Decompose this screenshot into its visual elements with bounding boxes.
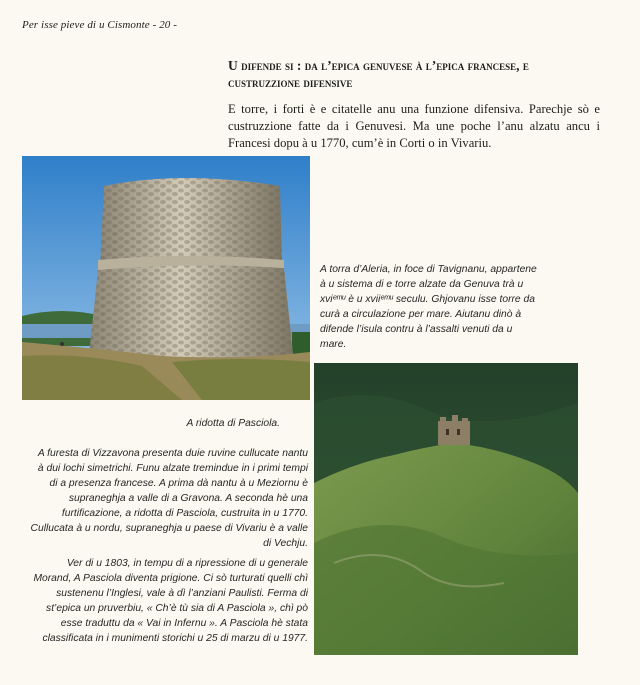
fort-photo (314, 363, 578, 655)
tower-caption: A torra d’Aleria, in foce di Tavignanu, appartene à u sistema di e torre alzate da Genuva trà u xviᵉᵐᵘ è u xviiᵉᵐᵘ seculu. Ghjovanu isse torre da curà a circulazione per mare. Aiutanu dinò à difende l’isula contru à l’assalti venuti da u mare. (320, 264, 537, 350)
fort-caption: A ridotta di Pasciola. (186, 418, 280, 429)
body-paragraph-2: Ver di u 1803, in tempu di a ripressione di u generale Morand, A Pasciola diventa prigione. Ci sò turturati quelli chì sustenenu l’Inglesi, vale à dì l’anziani Paulisti. Ferma di st’epica un pruverbiu, « Ch’è tù sia di A Pasciola », chì pò esse traduttu da « Vai in Infernu ». A Pasciola hè stata classificata in i munimenti storichi u 25 di marzu di u 1977. (33, 558, 308, 644)
running-head: Per isse pieve di u Cismonte - 20 - (22, 19, 178, 31)
intro-paragraph: E torre, i forti è e citatelle anu una funzione difensiva. Parechje sò e custruzzione fatte da i Genuvesi. Ma une poche l’anu alzatu ancu i Francesi dopu à u 1770, cum’è in Corti o in Vivariu. (228, 102, 600, 150)
body-paragraph-1: A furesta di Vizzavona presenta duie ruvine cullucate nantu à dui lochi simetrichi. Funu alzate tremindue in i primi tempi di a presenza francese. A prima dà nantu à u Meziornu è supraneghja a valle di a Gravona. A seconda hè una furtificazione, a ridotta di Pasciola, custruita in u 1770. Cullucata à u nordu, supraneghja u paese di Vivariu è a valle di Vechju. (30, 448, 308, 549)
section-heading: U difende si : da l’epica genuvese à l’epica francese, e custruzzione difensive (228, 58, 529, 90)
tower-photo (22, 156, 310, 400)
